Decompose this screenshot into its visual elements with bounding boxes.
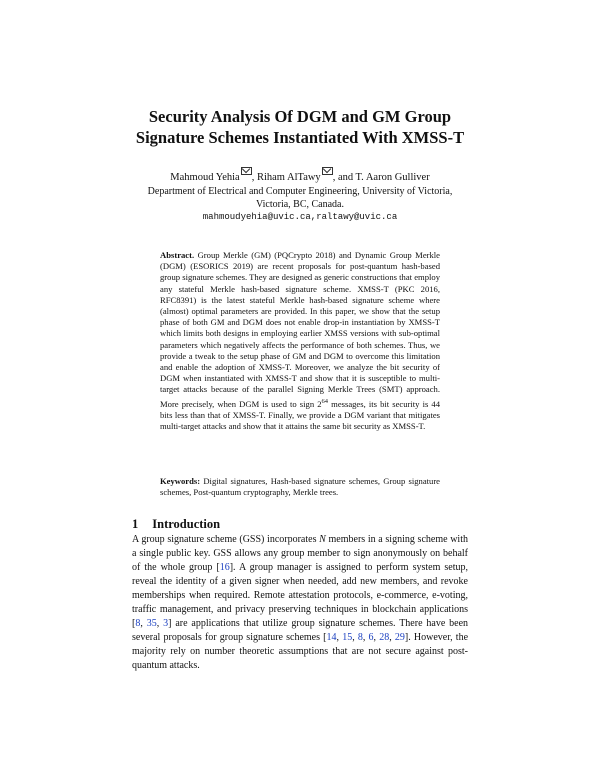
author-name: Mahmoud Yehia [170,172,240,183]
cite-separator: , [373,632,380,643]
title-line-1: Security Analysis Of DGM and GM Group [148,107,452,126]
cite-separator: , [140,618,147,629]
email-link[interactable]: mahmoudyehia@uvic.ca [202,212,311,222]
cite-bracket: ] [229,562,234,573]
affiliation-line-2: Victoria, BC, Canada. [256,198,344,210]
affiliation [120,186,480,224]
citation-link[interactable]: 35 [146,618,157,629]
citation-link[interactable]: 29 [394,632,405,643]
paper-title [100,106,500,148]
cite-bracket: [ [132,618,136,629]
email-list [120,211,480,224]
cite-separator: , [156,618,164,629]
citation-link[interactable]: 3 [163,618,169,629]
email-link[interactable]: raltawy@uvic.ca [316,212,398,222]
cite-bracket: ] [404,632,409,643]
affiliation-line-1: Department of Electrical and Computer Engineering, University of Victoria, [147,186,453,197]
section-heading [132,517,472,532]
intro-text: are applications that utilize group signature schemes. There have been several proposals for group signature schemes [132,618,469,643]
abstract-text: messages, its bit security is 44 bits less than that of XMSS-T. Finally, we provide a DGM variant that mitigates multi-target attacks and show that it attains the same bit security as XMSS-T. [160,398,440,431]
citation-link[interactable]: 8 [357,632,363,643]
cite-separator: , [362,632,369,643]
keywords [160,476,440,498]
cite-bracket: ] [168,618,172,629]
section-title: Introduction [152,517,221,531]
cite-separator: , [352,632,358,643]
abstract-text: Group Merkle (GM) (PQCrypto 2018) and Dynamic Group Merkle (DGM) (ESORICS 2019) are recent proposals for post-quantum hash-based group signature schemes. They are designed as generic constructions that employ any stateful Merkle hash-based signature scheme. XMSS-T (PKC 2016, RFC8391) is the latest stateful Merkle hash-based signature scheme where (almost) optimal parameters are provided. In this paper, we show that the setup phase of both GM and DGM does not enable drop-in instantiation by XMSS-T which limits both designs in employing earlier XMSS versions with sub-optimal parameters which negatively affects the performance of both schemes. Thus, we provide a tweak to the setup phase of GM and DGM to overcome this limitation and enable the adoption of XMSS-T. Moreover, we analyze the bit security of DGM when instantiated with XMSS-T and show that it is susceptible to multi-target attacks because of the parallel Signing Merkle Trees (SMT) approach. More precisely, when DGM is used to sign 2 [160,250,440,409]
citation-link[interactable]: 6 [368,632,374,643]
intro-paragraph [132,533,468,673]
cite-bracket: [ [323,632,327,643]
cite-bracket: [ [216,562,220,573]
cite-separator: , [336,632,343,643]
email-envelope-icon [322,167,333,175]
section-number: 1 [132,517,139,531]
keywords-label: Keywords: [160,476,201,486]
intro-text: . A group manager is assigned to perform system setup, reveal the identity of a given signer when needed, add new members, and revoke memberships when required. Remote attestation protocols, e-commerce, e-voting, traffic management, and privacy preserving techniques in blockchain applications [132,562,468,615]
cite-separator: , [389,632,395,643]
citation-link[interactable]: 14 [326,632,337,643]
author-list [60,167,540,184]
author-separator: , Riham AlTawy [251,172,321,183]
citation-link[interactable]: 15 [342,632,353,643]
citation-link[interactable]: 8 [135,618,141,629]
intro-text: A group signature scheme (GSS) incorporates [132,534,320,545]
math-n: N [319,534,326,545]
abstract [160,250,440,432]
title-line-2: Signature Schemes Instantiated With XMSS-T [135,128,465,147]
email-separator: , [310,212,317,222]
keywords-text: Digital signatures, Hash-based signature schemes, Group signature schemes, Post-quantum cryptography, Merkle trees. [160,476,440,498]
abstract-exponent: 64 [321,397,329,405]
citation-link[interactable]: 28 [379,632,390,643]
author-separator: , and T. Aaron Gulliver [332,172,430,183]
email-envelope-icon [241,167,252,175]
citation-link[interactable]: 16 [219,562,230,573]
abstract-label: Abstract. [160,250,195,260]
intro-text: . However, the majority rely on number theoretic assumptions that are not secure against post-quantum attacks. [132,632,469,671]
intro-text: members in a signing scheme with a single public key. GSS allows any group member to sign anonymously on behalf of the whole group [132,534,468,573]
